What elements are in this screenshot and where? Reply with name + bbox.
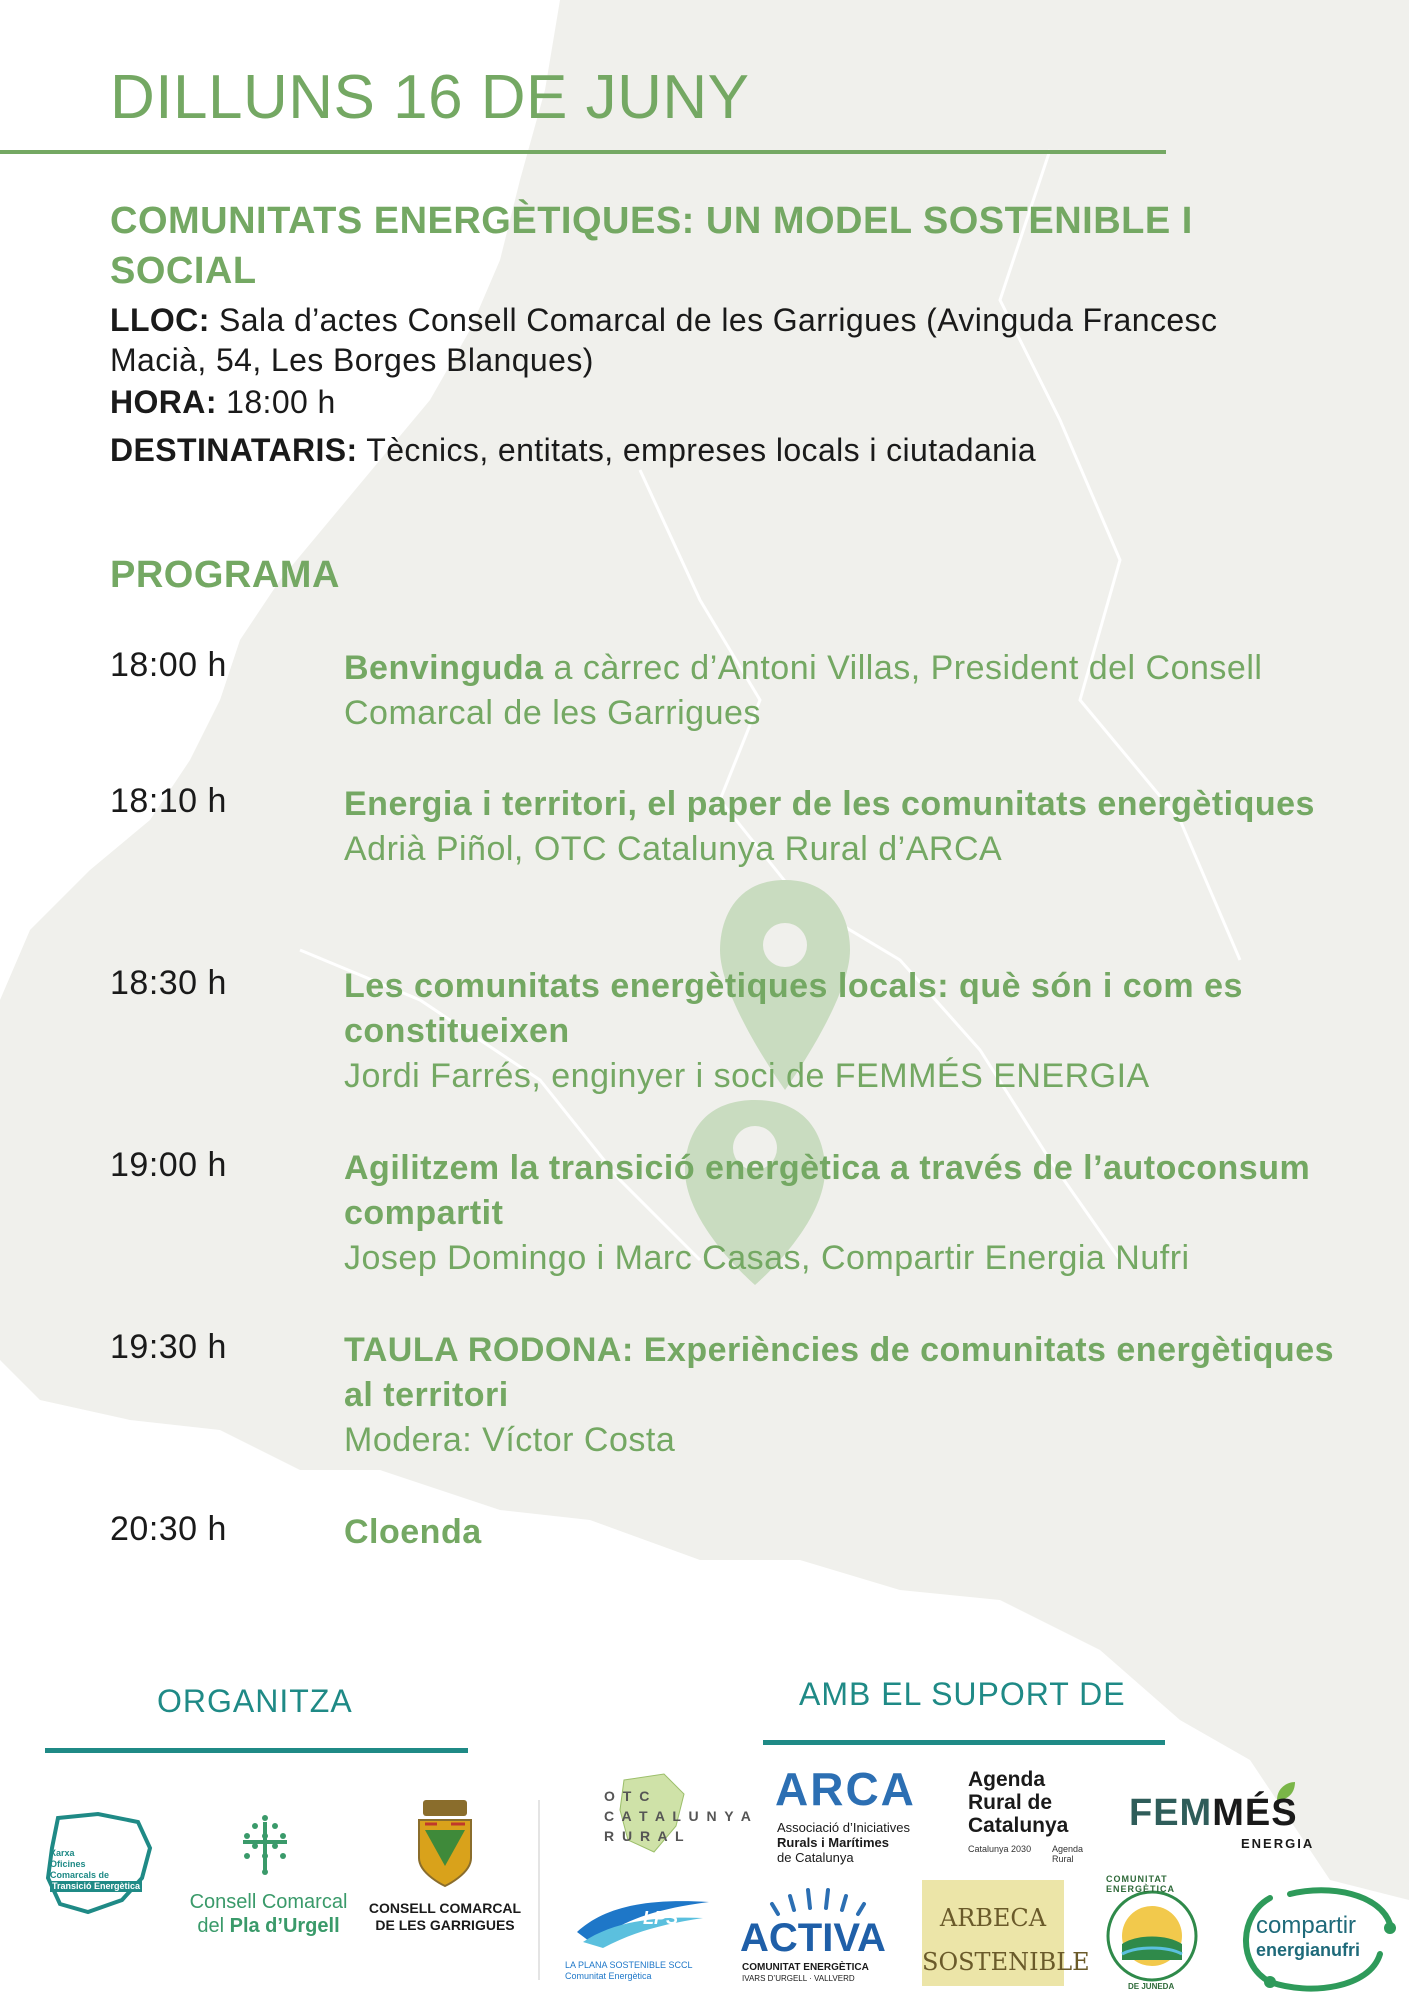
programa-time: 18:10 h	[110, 782, 227, 820]
event-title: COMUNITATS ENERGÈTIQUES: UN MODEL SOSTENIBLE I SOCIAL	[110, 200, 1193, 292]
audience-label: DESTINATARIS:	[110, 432, 358, 468]
programa-description	[344, 964, 1354, 1099]
femmes-word2: MÉS	[1212, 1792, 1298, 1834]
otc-catalunya-rural-logo	[600, 1770, 770, 1860]
lps-wordmark: LPS	[643, 1908, 679, 1928]
compartir-energia-nufri-logo	[1230, 1884, 1405, 1994]
agenda-line2: Rural de	[968, 1791, 1053, 1814]
activa-logo	[738, 1884, 908, 1984]
femmes-word1: FEM	[1129, 1792, 1213, 1834]
agenda-sub2: 2030	[1011, 1844, 1032, 1854]
agenda-line1: Agenda	[968, 1768, 1046, 1791]
programa-speaker: Jordi Farrés, enginyer i soci de FEMMÉS ENERGIA	[344, 1057, 1150, 1095]
programa-title: Cloenda	[344, 1513, 482, 1551]
location-value: Sala d’actes Consell Comarcal de les Garrigues (Avinguda Francesc Macià, 54, Les Borges Blanques)	[110, 302, 1218, 378]
garrigues-line2: DE LES GARRIGUES	[375, 1917, 515, 1933]
event-location	[110, 300, 1260, 380]
xarxa-line: Xarxa	[50, 1848, 75, 1858]
arca-line1: Associació d’Iniciatives	[777, 1820, 910, 1835]
programa-description	[344, 1328, 1354, 1463]
otc-line: C A T A L U N Y A	[604, 1808, 753, 1824]
agenda-sub4: Rural	[1052, 1854, 1074, 1864]
programa-title: Les comunitats energètiques locals: què són i com es constitueixen	[344, 967, 1243, 1050]
agenda-line3: Catalunya	[968, 1814, 1069, 1837]
programa-time: 18:00 h	[110, 646, 227, 684]
xarxa-line: Oficines	[50, 1859, 86, 1869]
compartir-line1: compartir	[1256, 1912, 1357, 1939]
arbeca-sostenible-logo	[922, 1880, 1090, 1986]
femmes-energia-logo	[1125, 1780, 1335, 1860]
location-label: LLOC:	[110, 302, 210, 338]
audience-value: Tècnics, entitats, empreses locals i ciutadania	[357, 432, 1037, 468]
pla-urgell-line1: Consell Comarcal	[189, 1891, 348, 1913]
arbeca-line1: ARBECA	[939, 1904, 1047, 1932]
programa-time: 20:30 h	[110, 1510, 227, 1548]
juneda-arc-text: COMUNITAT ENERGÈTICA	[1106, 1874, 1176, 1894]
suport-divider	[763, 1740, 1165, 1745]
event-audience	[110, 430, 1260, 470]
programa-title: Agilitzem la transició energètica a través de l’autoconsum compartit	[344, 1149, 1311, 1232]
programa-description	[344, 646, 1354, 736]
femmes-sub: ENERGIA	[1241, 1836, 1315, 1851]
programa-title: TAULA RODONA: Experiències de comunitats energètiques al territori	[344, 1331, 1335, 1414]
compartir-line2: energianufri	[1256, 1940, 1361, 1960]
pla-urgell-line2: del Pla d’Urgell	[197, 1915, 340, 1937]
title-divider	[0, 150, 1166, 154]
garrigues-shield-icon	[413, 1796, 477, 1888]
juneda-logo	[1092, 1874, 1222, 1994]
xarxa-line: Transició Energètica	[52, 1881, 141, 1891]
xarxa-line: Comarcals de	[50, 1870, 110, 1880]
agenda-sub1: Catalunya	[968, 1844, 1009, 1854]
lps-line2: Comunitat Energètica	[565, 1971, 652, 1981]
programa-detail: a càrrec d’Antoni Villas, President del Consell Comarcal de les Garrigues	[344, 649, 1263, 732]
arca-line2: Rurals i Marítimes	[777, 1835, 889, 1850]
time-value: 18:00 h	[216, 384, 336, 420]
otc-line: R U R A L	[604, 1828, 686, 1844]
otc-line: O T C	[604, 1788, 652, 1804]
arca-line3: de Catalunya	[777, 1850, 854, 1865]
activa-line2: IVARS D’URGELL · VALLVERD	[742, 1974, 855, 1983]
consell-pla-urgell-logo	[180, 1812, 350, 1942]
suport-heading: AMB EL SUPORT DE	[799, 1676, 1126, 1712]
programa-time: 19:00 h	[110, 1146, 227, 1184]
programa-description	[344, 1146, 1354, 1281]
organitza-divider	[45, 1748, 468, 1753]
programa-heading: PROGRAMA	[110, 554, 340, 596]
activa-wordmark: ACTIVA	[740, 1916, 886, 1960]
page-title: DILLUNS 16 DE JUNY	[110, 63, 750, 132]
arca-wordmark: ARCA	[775, 1763, 916, 1815]
programa-time: 18:30 h	[110, 964, 227, 1002]
xarxa-oficines-logo	[38, 1808, 158, 1918]
organitza-heading: ORGANITZA	[157, 1683, 353, 1719]
garrigues-line1: CONSELL COMARCAL	[368, 1900, 522, 1916]
activa-line1: COMUNITAT ENERGÈTICA	[742, 1962, 869, 1973]
juneda-sub: DE JUNEDA	[1128, 1982, 1175, 1991]
pla-urgell-emblem-icon	[235, 1812, 295, 1882]
programa-time: 19:30 h	[110, 1328, 227, 1366]
programa-description	[344, 782, 1354, 872]
lps-line1: LA PLANA SOSTENIBLE SCCL	[565, 1960, 693, 1970]
programa-speaker: Adrià Piñol, OTC Catalunya Rural d’ARCA	[344, 830, 1003, 868]
programa-title: Benvinguda	[344, 649, 544, 687]
agenda-rural-logo	[968, 1768, 1098, 1878]
programa-speaker: Josep Domingo i Marc Casas, Compartir Energia Nufri	[344, 1239, 1190, 1277]
arca-logo	[775, 1762, 935, 1872]
event-time	[110, 382, 1260, 422]
lps-logo	[565, 1888, 725, 1988]
consell-garrigues-logo	[360, 1796, 530, 1936]
footer-separator	[538, 1800, 540, 1980]
agenda-sub3: Agenda	[1052, 1844, 1084, 1854]
sun-rays-icon	[768, 1884, 878, 1918]
programa-title: Energia i territori, el paper de les comunitats energètiques	[344, 785, 1315, 823]
arbeca-line2: SOSTENIBLE	[922, 1948, 1090, 1976]
programa-description	[344, 1510, 1354, 1555]
time-label: HORA:	[110, 384, 217, 420]
programa-speaker: Modera: Víctor Costa	[344, 1421, 676, 1459]
